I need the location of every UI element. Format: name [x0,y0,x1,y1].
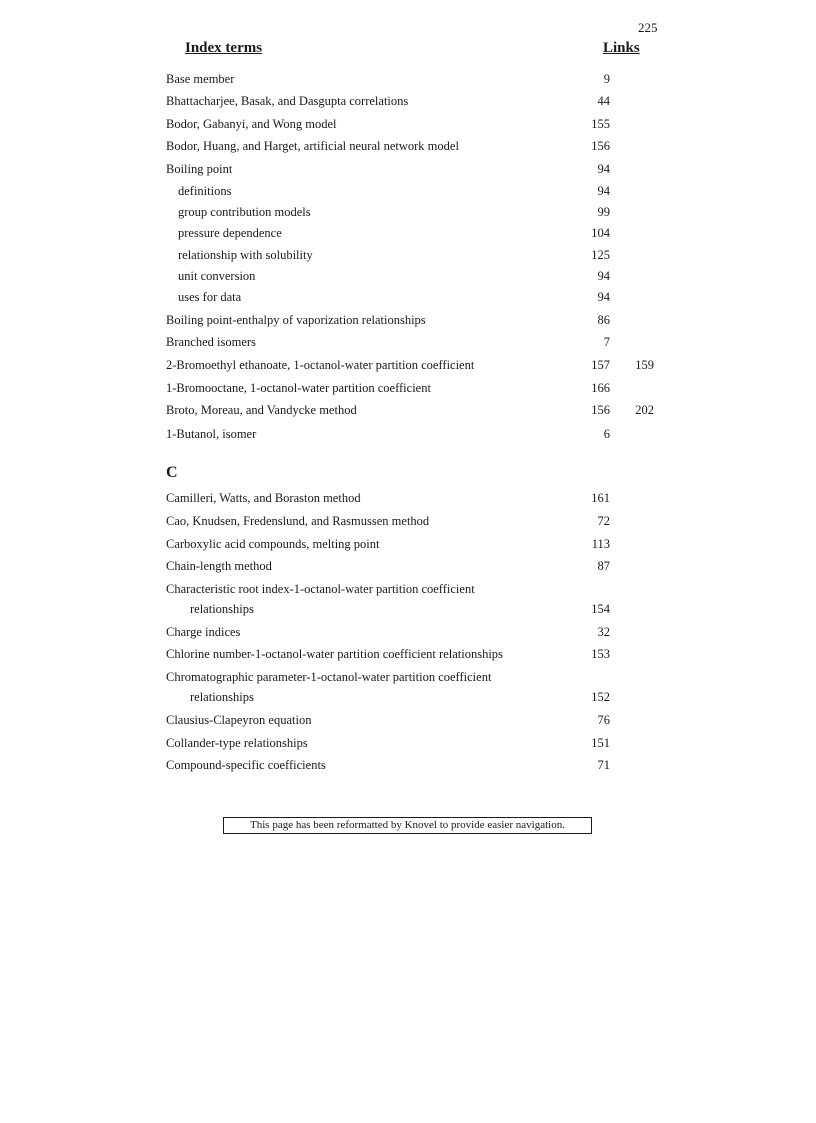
index-entry [0,623,816,641]
index-term: 2-Bromoethyl ethanoate, 1-octanol-water partition coefficient [166,358,475,372]
index-entry [0,711,816,729]
page-link[interactable]: 157 [591,358,610,372]
index-term: Charge indices [166,625,241,639]
index-term: Compound-specific coefficients [166,758,326,772]
index-entry [0,137,816,155]
index-term: Base member [166,72,235,86]
index-entry-continuation [0,600,816,618]
page-link[interactable]: 125 [591,248,610,262]
index-subentry [0,246,816,264]
index-term: Boiling point-enthalpy of vaporization relationships [166,313,426,327]
index-terms-header: Index terms [185,40,263,56]
index-term: 1-Bromooctane, 1-octanol-water partition coefficient [166,381,431,395]
index-term: relationship with solubility [178,248,313,262]
index-entry [0,645,816,663]
index-entry [0,557,816,575]
index-entry [0,580,816,598]
page-number: 225 [638,20,658,35]
index-entry [0,356,816,374]
index-term: Collander-type relationships [166,736,308,750]
page-link[interactable]: 159 [635,358,654,372]
index-entry [0,425,816,443]
index-term: pressure dependence [178,226,282,240]
page-link[interactable]: 32 [597,625,610,639]
section-letter: C [166,464,178,481]
index-term: Clausius-Clapeyron equation [166,713,312,727]
page-link[interactable]: 71 [597,758,610,772]
index-subentry [0,203,816,221]
index-entry [0,401,816,419]
page-link[interactable]: 9 [603,72,610,86]
page-link[interactable]: 6 [603,427,610,441]
index-term: Branched isomers [166,335,256,349]
index-term: Boiling point [166,162,233,176]
index-entry [0,70,816,88]
page-link[interactable]: 72 [597,514,610,528]
page-link[interactable]: 152 [591,690,610,704]
knovel-notice: This page has been reformatted by Knovel to provide easier navigation. [223,817,592,834]
index-entry [0,512,816,530]
page-link[interactable]: 99 [597,205,610,219]
index-term: Chain-length method [166,559,272,573]
index-term: Characteristic root index-1-octanol-water partition coefficient [166,582,475,596]
index-entry [0,160,816,178]
page-link[interactable]: 113 [591,537,610,551]
links-header: Links [603,40,640,56]
index-term: Broto, Moreau, and Vandycke method [166,403,357,417]
index-subentry [0,224,816,242]
index-subentry [0,182,816,200]
index-entry [0,333,816,351]
index-term: 1-Butanol, isomer [166,427,257,441]
index-term: Carboxylic acid compounds, melting point [166,537,380,551]
index-term: definitions [178,184,232,198]
page-link[interactable]: 44 [597,94,610,108]
page-link[interactable]: 166 [591,381,610,395]
page-link[interactable]: 156 [591,403,610,417]
page-link[interactable]: 104 [591,226,610,240]
index-subentry [0,267,816,285]
index-entry-continuation [0,688,816,706]
page-link[interactable]: 94 [597,269,610,283]
page-link[interactable]: 86 [597,313,610,327]
page-link[interactable]: 153 [591,647,610,661]
index-term: Bodor, Huang, and Harget, artificial neural network model [166,139,459,153]
page-link[interactable]: 94 [597,184,610,198]
index-term: uses for data [178,290,242,304]
index-entry [0,668,816,686]
index-entry [0,311,816,329]
index-entry [0,379,816,397]
index-term: relationships [190,690,254,704]
index-entry [0,115,816,133]
index-term: Cao, Knudsen, Fredenslund, and Rasmussen method [166,514,430,528]
index-entry [0,535,816,553]
index-entry [0,489,816,507]
index-entry [0,92,816,110]
page-link[interactable]: 7 [603,335,610,349]
index-entry [0,756,816,774]
page-link[interactable]: 87 [597,559,610,573]
page-link[interactable]: 151 [591,736,610,750]
index-term: Camilleri, Watts, and Boraston method [166,491,361,505]
index-term: group contribution models [178,205,311,219]
page-link[interactable]: 155 [591,117,610,131]
page-link[interactable]: 202 [635,403,654,417]
index-term: Bodor, Gabanyi, and Wong model [166,117,337,131]
page-link[interactable]: 154 [591,602,610,616]
index-subentry [0,288,816,306]
index-entry [0,734,816,752]
page-link[interactable]: 94 [597,162,610,176]
page-link[interactable]: 161 [591,491,610,505]
index-term: Chlorine number-1-octanol-water partition coefficient relationships [166,647,503,661]
index-term: Bhattacharjee, Basak, and Dasgupta correlations [166,94,409,108]
index-term: relationships [190,602,254,616]
page-link[interactable]: 94 [597,290,610,304]
page-link[interactable]: 156 [591,139,610,153]
index-term: unit conversion [178,269,256,283]
index-term: Chromatographic parameter-1-octanol-water partition coefficient [166,670,492,684]
page-link[interactable]: 76 [597,713,610,727]
